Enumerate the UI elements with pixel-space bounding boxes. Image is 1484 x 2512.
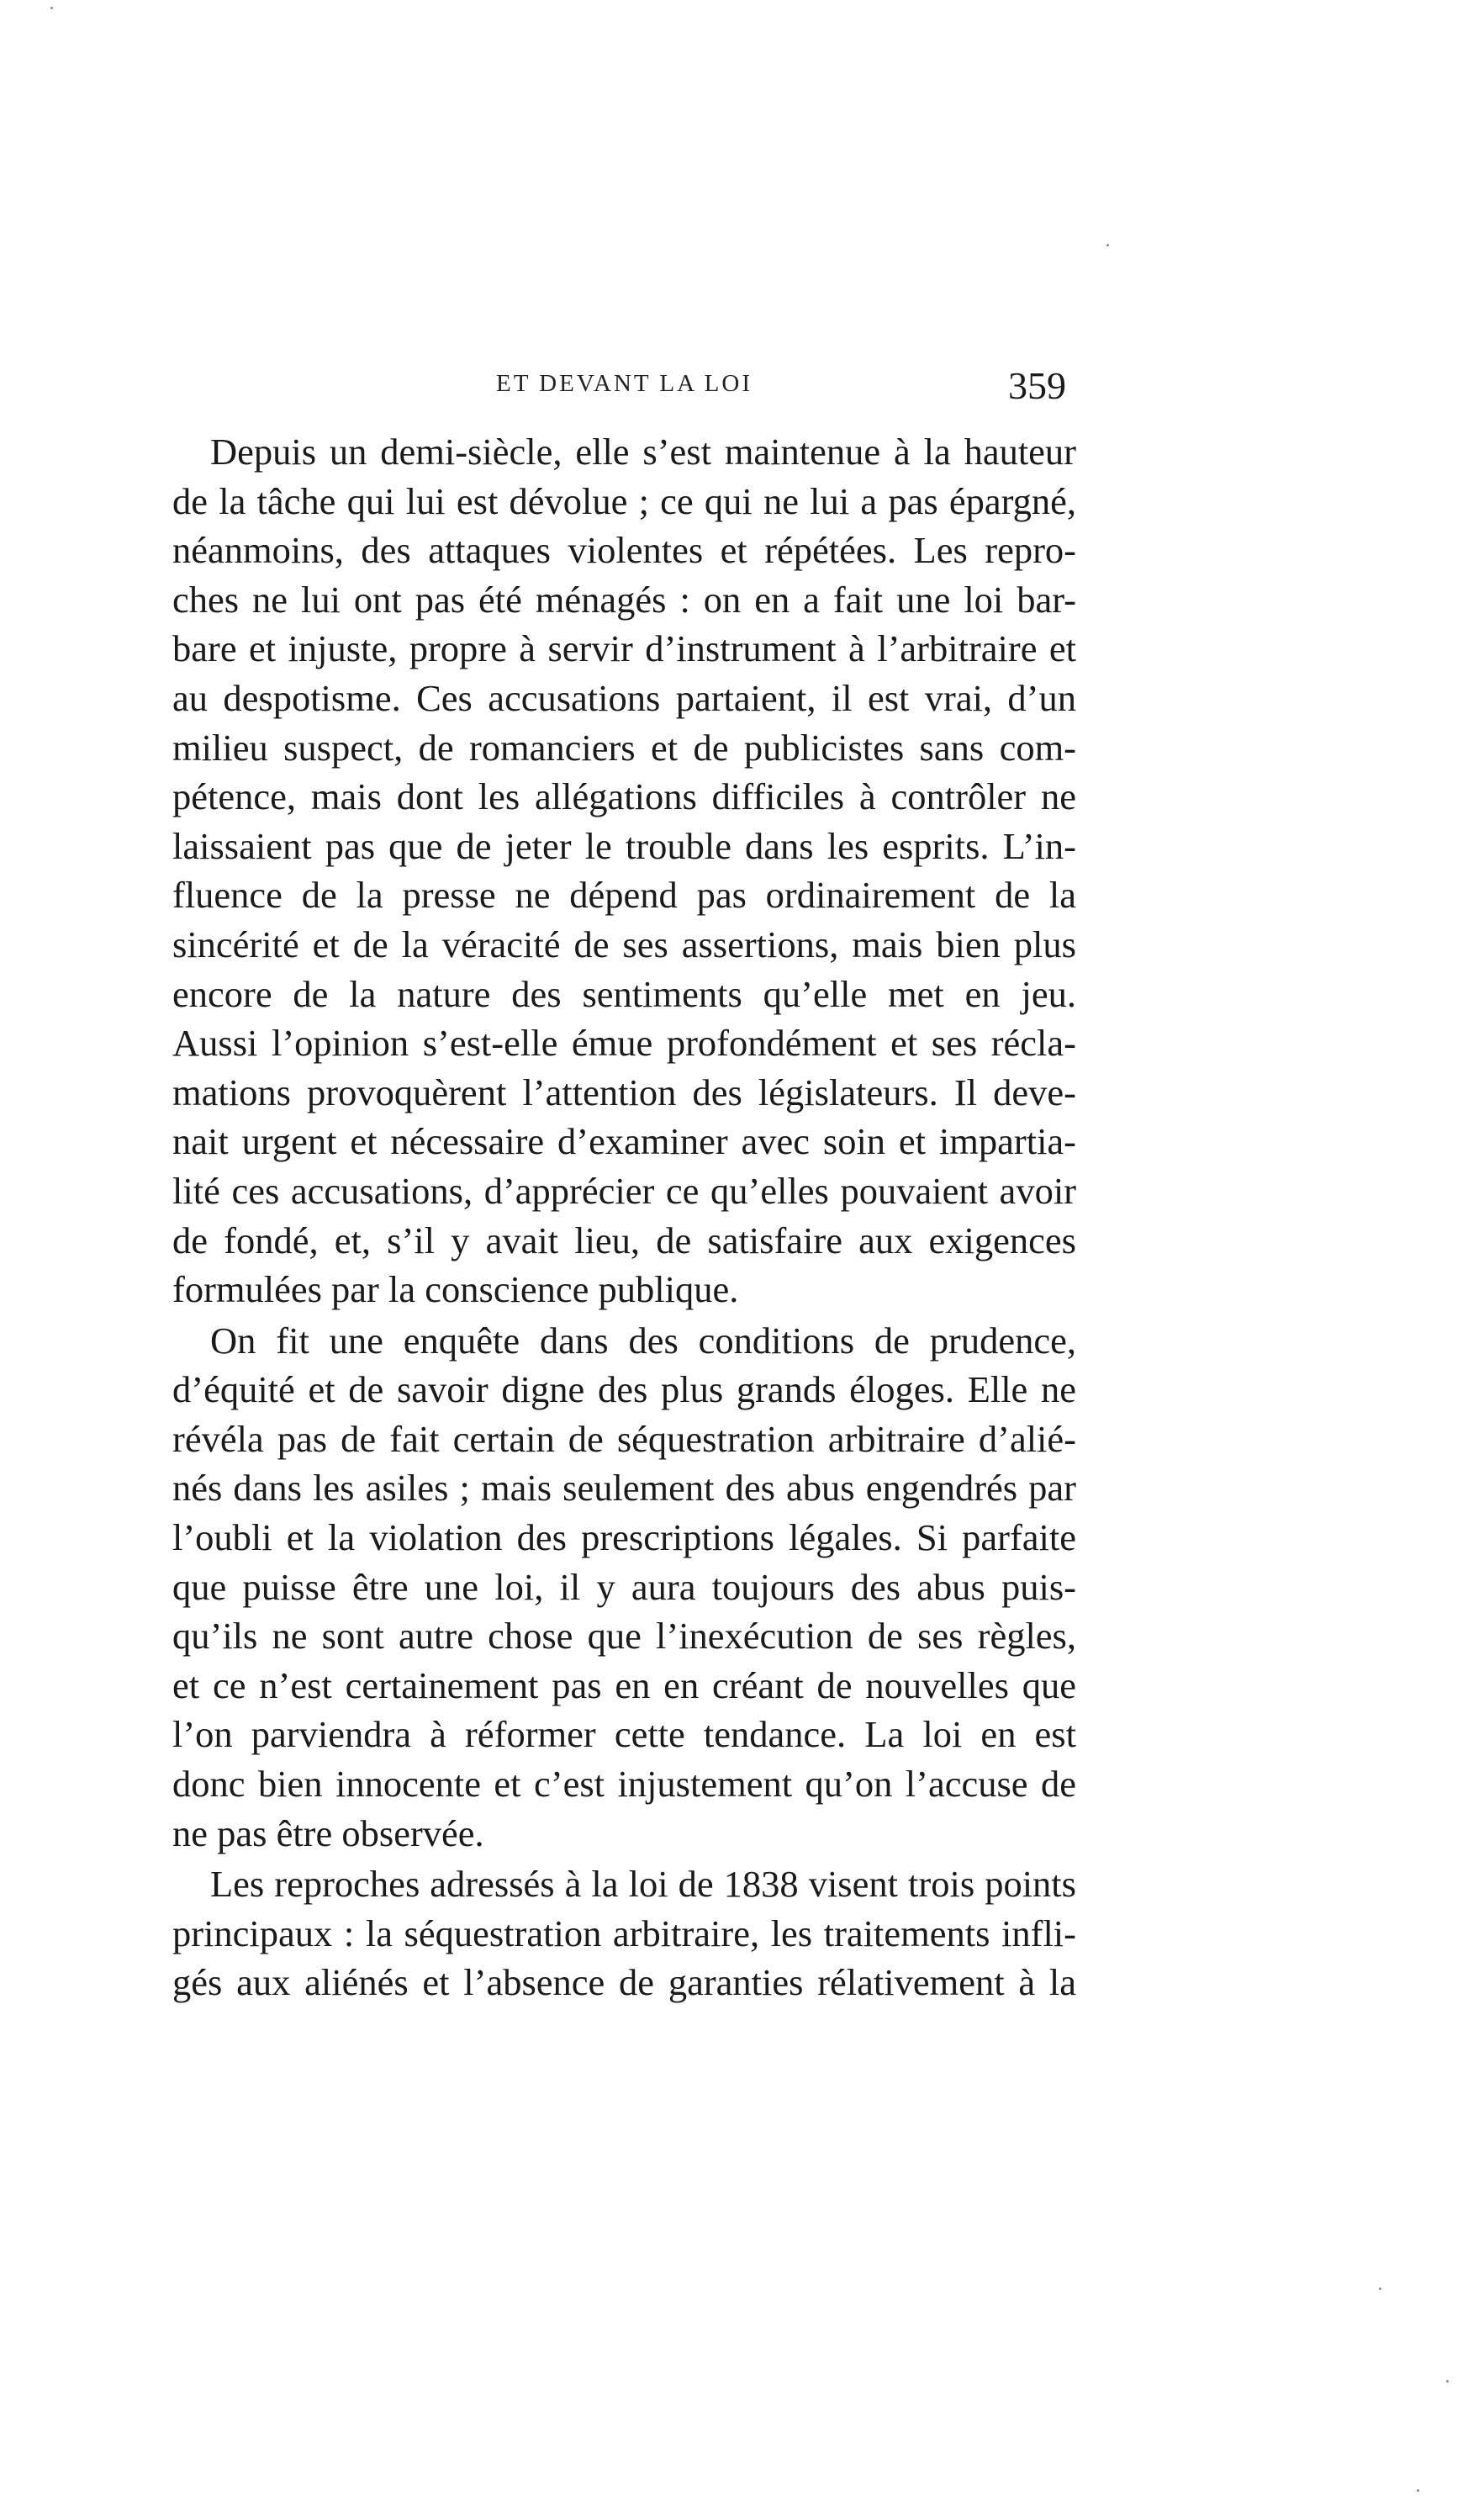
text-line: laissaient pas que de jeter le trouble dans les esprits. L’in- (172, 824, 1076, 867)
text-line: Depuis un demi-siècle, elle s’est maintenue à la hauteur (210, 431, 1076, 473)
text-line: néanmoins, des attaques violentes et répétées. Les repro- (172, 529, 1076, 572)
text-line: Aussi l’opinion s’est-elle émue profondément et ses récla- (172, 1022, 1076, 1065)
text-line: pétence, mais dont les allégations difficiles à contrôler ne (172, 775, 1076, 818)
paragraph-1 (172, 427, 1076, 1314)
text-line: ne pas être observée. (172, 1811, 484, 1854)
paragraph-2 (172, 1316, 1076, 1859)
paper-speck (1417, 2489, 1419, 2492)
paragraph-3 (172, 1859, 1076, 2007)
text-line: que puisse être une loi, il y aura toujours des abus puis- (172, 1565, 1076, 1608)
text-line: nés dans les asiles ; mais seulement des abus engendrés par (172, 1467, 1076, 1510)
paper-speck (1446, 2380, 1449, 2382)
text-line: et ce n’est certainement pas en en créant de nouvelles que (172, 1663, 1076, 1706)
paper-speck (50, 7, 53, 9)
text-line: encore de la nature des sentiments qu’elle met en jeu. (172, 972, 1076, 1015)
text-line: révéla pas de fait certain de séquestration arbitraire d’alié- (172, 1417, 1076, 1460)
text-line: principaux : la séquestration arbitraire, les traitements infli- (172, 1912, 1076, 1954)
text-line: mations provoquèrent l’attention des législateurs. Il deve- (172, 1071, 1076, 1113)
text-line: au despotisme. Ces accusations partaient, il est vrai, d’un (172, 676, 1076, 719)
text-line: donc bien innocente et c’est injustement qu’on l’accuse de (172, 1763, 1076, 1806)
text-line: sincérité et de la véracité de ses assertions, mais bien plus (172, 923, 1076, 965)
paper-speck (1379, 2287, 1381, 2290)
text-line: On fit une enquête dans des conditions de prudence, (210, 1319, 1076, 1362)
text-line: lité ces accusations, d’apprécier ce qu’elles pouvaient avoir (172, 1169, 1076, 1212)
text-line: nait urgent et nécessaire d’examiner avec soin et impartia- (172, 1120, 1076, 1163)
text-line: ches ne lui ont pas été ménagés : on en a fait une loi bar- (172, 578, 1076, 621)
paper-speck (1106, 244, 1109, 246)
body-text (172, 427, 1076, 2009)
running-title: ET DEVANT LA LOI (496, 370, 753, 397)
running-head (172, 363, 1076, 414)
text-line: bare et injuste, propre à servir d’instrument à l’arbitraire et (172, 627, 1076, 670)
text-line: qu’ils ne sont autre chose que l’inexécution de ses règles, (172, 1615, 1076, 1658)
text-line: formulées par la conscience publique. (172, 1268, 739, 1311)
text-line: l’on parviendra à réformer cette tendance. La loi en est (172, 1713, 1076, 1756)
text-line: d’équité et de savoir digne des plus grands éloges. Elle ne (172, 1368, 1076, 1411)
page-number: 359 (1008, 364, 1066, 407)
text-line: fluence de la presse ne dépend pas ordinairement de la (172, 874, 1076, 917)
text-line: de fondé, et, s’il y avait lieu, de satisfaire aux exigences (172, 1219, 1076, 1261)
text-line: l’oubli et la violation des prescriptions légales. Si parfaite (172, 1516, 1076, 1559)
text-line: de la tâche qui lui est dévolue ; ce qui ne lui a pas épargné, (172, 479, 1076, 522)
text-line: Les reproches adressés à la loi de 1838 visent trois points (210, 1863, 1076, 1906)
text-line: milieu suspect, de romanciers et de publicistes sans com- (172, 726, 1076, 769)
text-line: gés aux aliénés et l’absence de garanties rélativement à la (172, 1961, 1076, 2004)
